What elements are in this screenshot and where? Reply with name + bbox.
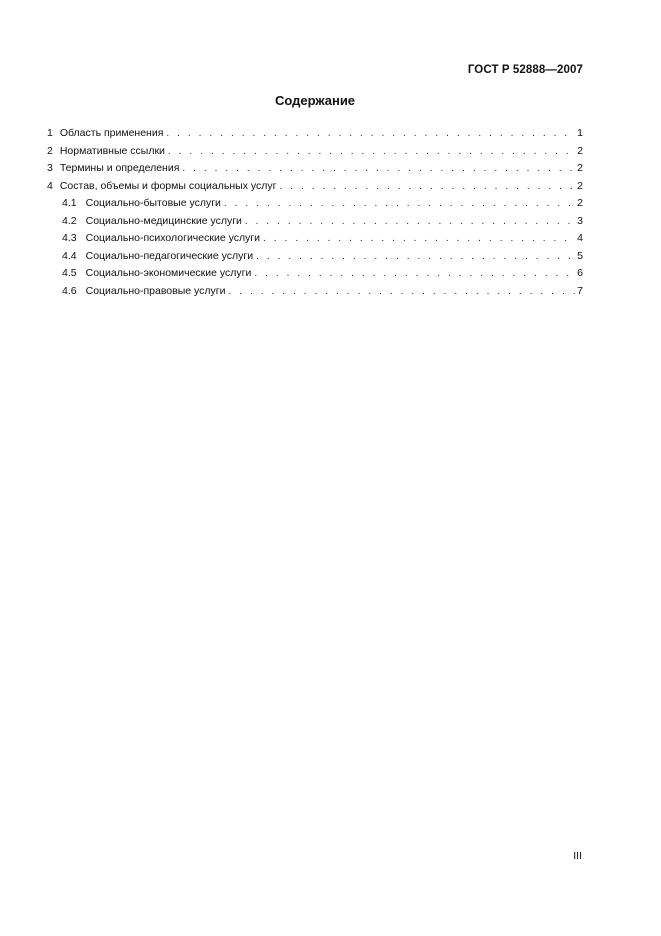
- toc-entry[interactable]: [47, 178, 583, 196]
- toc-subentry[interactable]: [47, 283, 583, 301]
- toc-leader-dots: [256, 248, 575, 266]
- toc-subentry[interactable]: [47, 230, 583, 248]
- toc-entry[interactable]: [47, 125, 583, 143]
- toc-entry-number: 4.4: [62, 249, 77, 262]
- toc-entry-label: Состав, объемы и формы социальных услуг: [59, 179, 277, 192]
- toc-leader-dots: [224, 195, 575, 213]
- toc-entry-label: Социально-правовые услуги: [85, 284, 226, 297]
- toc-leader-dots: [168, 143, 575, 161]
- toc-entry-page: 5: [577, 249, 583, 262]
- toc-entry-page: 2: [577, 144, 583, 157]
- toc-entry-number: 4.5: [62, 267, 77, 279]
- toc-entry[interactable]: [47, 143, 583, 161]
- toc-entry-number: 2: [47, 144, 53, 157]
- toc-leader-dots: [263, 230, 575, 248]
- toc-subentry[interactable]: [47, 248, 583, 266]
- toc-title: Содержание: [274, 93, 356, 108]
- toc-entry-page: 2: [577, 179, 583, 192]
- toc-entry-number: 4.6: [62, 284, 77, 297]
- toc-entry-page: 6: [577, 267, 583, 279]
- toc-entry-number: 4.1: [62, 197, 77, 209]
- toc-leader-dots: [228, 283, 575, 301]
- toc-leader-dots: [166, 125, 575, 143]
- toc-entry-number: 4.3: [62, 232, 77, 244]
- table-of-contents: [47, 125, 583, 300]
- toc-leader-dots: [254, 265, 575, 283]
- toc-subentry[interactable]: [47, 213, 583, 231]
- toc-entry-number: 4: [47, 179, 53, 192]
- toc-entry-label: Социально-медицинские услуги: [85, 214, 242, 227]
- toc-subentry[interactable]: [47, 265, 583, 283]
- toc-entry-label: Социально-бытовые услуги: [85, 197, 221, 209]
- toc-entry-page: 1: [577, 127, 583, 139]
- toc-entry-label: Социально-экономические услуги: [85, 267, 252, 279]
- toc-leader-dots: [279, 178, 575, 196]
- toc-entry-page: 7: [577, 284, 583, 297]
- toc-entry-label: Термины и определения: [59, 162, 180, 174]
- toc-entry-label: Нормативные ссылки: [59, 144, 165, 157]
- page-number: III: [573, 850, 582, 862]
- toc-entry-page: 2: [577, 162, 583, 174]
- toc-entry-page: 2: [577, 197, 583, 209]
- toc-entry-page: 4: [577, 232, 583, 244]
- toc-leader-dots: [182, 160, 575, 178]
- toc-entry-label: Область применения: [59, 127, 164, 139]
- toc-entry-number: 4.2: [62, 214, 77, 227]
- toc-entry-page: 3: [577, 214, 583, 227]
- toc-entry-number: 1: [47, 127, 53, 139]
- toc-entry-number: 3: [47, 162, 53, 174]
- toc-entry[interactable]: [47, 160, 583, 178]
- document-code: ГОСТ Р 52888—2007: [467, 64, 583, 76]
- toc-leader-dots: [245, 213, 575, 231]
- toc-subentry[interactable]: [47, 195, 583, 213]
- toc-entry-label: Социально-педагогические услуги: [85, 249, 254, 262]
- toc-entry-label: Социально-психологические услуги: [85, 232, 261, 244]
